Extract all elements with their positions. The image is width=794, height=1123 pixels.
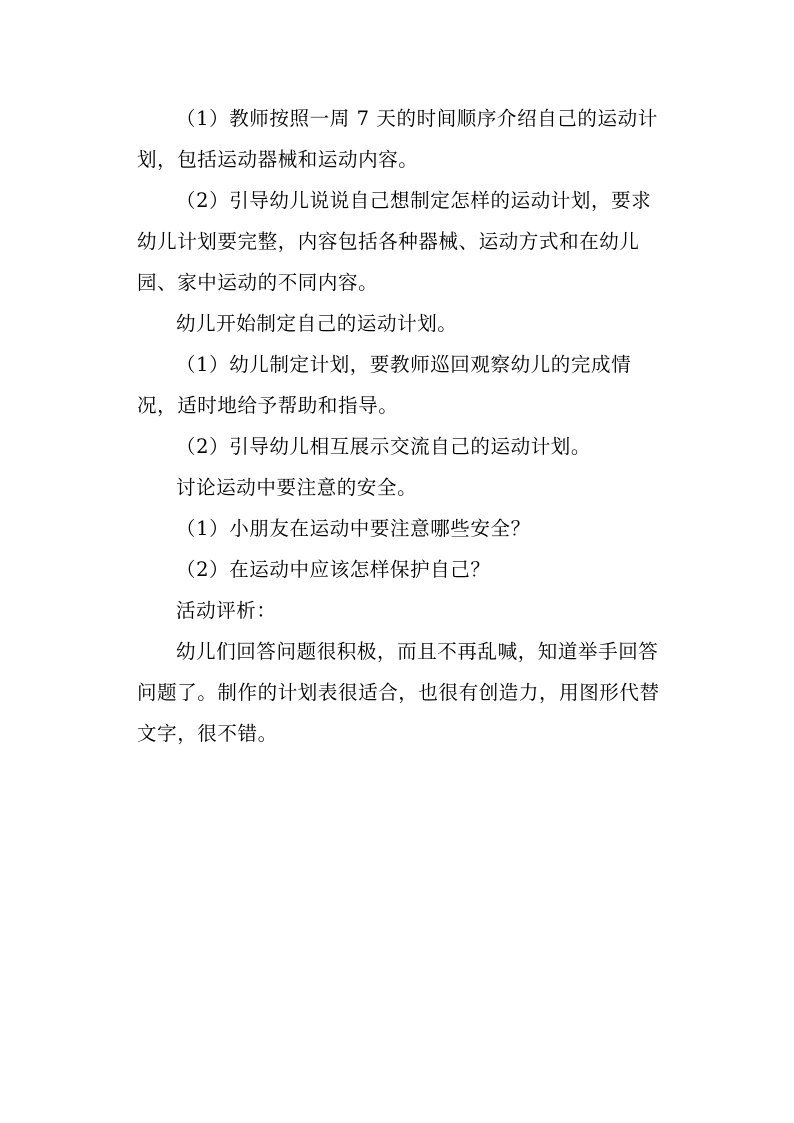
- paragraph-evaluation-text: 幼儿们回答问题很积极，而且不再乱喊，知道举手回答问题了。制作的计划表很适合，也很有创造力，用图形代替文字，很不错。: [137, 640, 660, 745]
- paragraph-evaluation-heading: 活动评析：: [176, 599, 277, 622]
- paragraph-share-plan: （2）引导幼儿相互展示交流自己的运动计划。: [176, 435, 592, 458]
- paragraph-start-plan: 幼儿开始制定自己的运动计划。: [176, 312, 458, 335]
- paragraph-safety-question-1: （1）小朋友在运动中要注意哪些安全？: [176, 517, 531, 540]
- paragraph-safety-discussion: 讨论运动中要注意的安全。: [176, 476, 418, 499]
- document-body: [137, 98, 662, 754]
- paragraph-guide-children: （2）引导幼儿说说自己想制定怎样的运动计划，要求幼儿计划要完整，内容包括各种器械、运动方式和在幼儿园、家中运动的不同内容。: [137, 189, 652, 294]
- paragraph-safety-question-2: （2）在运动中应该怎样保护自己？: [176, 558, 491, 581]
- paragraph-teacher-intro: （1）教师按照一周 7 天的时间顺序介绍自己的运动计划，包括运动器械和运动内容。: [137, 107, 658, 171]
- paragraph-children-plan: （1）幼儿制定计划，要教师巡回观察幼儿的完成情况，适时地给予帮助和指导。: [137, 353, 632, 417]
